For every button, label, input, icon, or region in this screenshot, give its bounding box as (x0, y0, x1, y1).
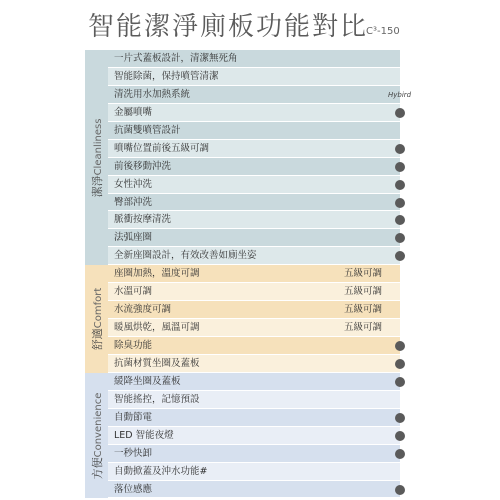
feature-label: 水溫可調 (114, 286, 153, 298)
feature-dot-icon (395, 251, 405, 261)
table-row (108, 283, 400, 301)
table-row (108, 68, 400, 86)
table-row (108, 211, 400, 229)
section-title (89, 118, 105, 197)
page-title: 智能潔淨廁板功能對比 (88, 12, 369, 42)
feature-dot-icon (395, 413, 405, 423)
hybird-logo-text: Hybird (388, 90, 412, 99)
feature-value: 五級可調 (344, 268, 383, 280)
table-row (108, 409, 400, 427)
feature-dot-icon (395, 485, 405, 495)
feature-label: 座圈加熱，溫度可調 (114, 268, 200, 280)
table-row (108, 122, 400, 140)
feature-dot-icon (395, 108, 405, 118)
feature-dot-icon (395, 359, 405, 369)
table-row (108, 140, 400, 158)
feature-label: 脈衝按摩清洗 (114, 214, 172, 226)
feature-label: 一秒快卸 (114, 447, 153, 459)
feature-label: 水流強度可調 (114, 304, 172, 316)
feature-label: LED 智能夜燈 (114, 429, 174, 441)
table-row (108, 104, 400, 122)
section-convenience (85, 373, 400, 499)
feature-label: 智能搖控，記憶預設 (114, 393, 200, 405)
section-title (89, 392, 105, 479)
feature-label: 抗菌雙噴管設計 (114, 124, 181, 136)
table-row (108, 265, 400, 283)
section-title-en: Cleanliness (92, 118, 104, 176)
feature-dot-icon (395, 144, 405, 154)
table-row (108, 247, 400, 265)
feature-label: 智能除菌，保持噴管清潔 (114, 70, 219, 82)
section-side-label (85, 265, 108, 373)
table-row (108, 50, 400, 68)
feature-label: 自動掀蓋及沖水功能# (114, 465, 208, 477)
section-cleanliness (85, 50, 412, 265)
feature-label: 前後移動沖洗 (114, 160, 172, 172)
table-row (108, 176, 400, 194)
feature-label: 臀部沖洗 (114, 196, 153, 208)
section-title-en: Comfort (92, 287, 104, 329)
feature-dot-icon (395, 377, 405, 387)
section-title-zh: 方便 (90, 457, 104, 480)
feature-label: 全新座圈設計，有效改善如廁坐姿 (114, 250, 257, 262)
feature-dot-icon (395, 449, 405, 459)
table-row (108, 319, 400, 337)
section-comfort (85, 265, 400, 373)
feature-label: 一片式蓋板設計，清潔無死角 (114, 53, 238, 64)
feature-dot-icon (395, 341, 405, 351)
feature-value: 五級可調 (344, 322, 383, 334)
feature-label: 噴嘴位置前後五級可調 (114, 142, 210, 154)
feature-label: 清洗用水加熱系統 (114, 88, 191, 100)
feature-dot-icon (395, 162, 405, 172)
comparison-table (85, 50, 412, 498)
feature-value: 五級可調 (344, 286, 383, 298)
table-row (108, 445, 400, 463)
table-row (108, 373, 400, 391)
table-row (108, 427, 400, 445)
table-row (108, 229, 400, 247)
table-row (108, 391, 400, 409)
table-row (108, 463, 400, 481)
table-row (108, 86, 412, 104)
feature-label: 女性沖洗 (114, 178, 153, 190)
feature-dot-icon (395, 180, 405, 190)
feature-label: 金屬噴嘴 (114, 106, 153, 118)
feature-dot-icon (395, 198, 405, 208)
feature-dot-icon (395, 215, 405, 225)
feature-dot-icon (395, 233, 405, 243)
section-side-label (85, 373, 108, 499)
section-side-label (85, 50, 108, 265)
feature-dot-icon (395, 431, 405, 441)
table-row (108, 301, 400, 319)
section-title-en: Convenience (92, 392, 104, 458)
feature-label: 法弧座圈 (114, 232, 153, 244)
feature-label: 暖風烘乾，風溫可調 (114, 322, 200, 334)
section-title-zh: 潔淨 (90, 175, 104, 198)
table-row (108, 337, 400, 355)
feature-label: 除臭功能 (114, 340, 153, 351)
section-title-zh: 舒適 (90, 328, 104, 351)
table-row (108, 355, 400, 373)
table-row (108, 481, 400, 499)
feature-label: 落位感應 (114, 483, 153, 495)
model-name: C³-150 (366, 26, 400, 37)
feature-label: 抗菌材質坐圈及蓋板 (114, 357, 200, 369)
feature-label: 自動節電 (114, 411, 153, 423)
feature-value: 五級可調 (344, 304, 383, 316)
feature-label: 緩降坐圈及蓋板 (114, 375, 181, 387)
section-title (89, 288, 105, 351)
table-row (108, 158, 400, 176)
table-row (108, 194, 400, 212)
